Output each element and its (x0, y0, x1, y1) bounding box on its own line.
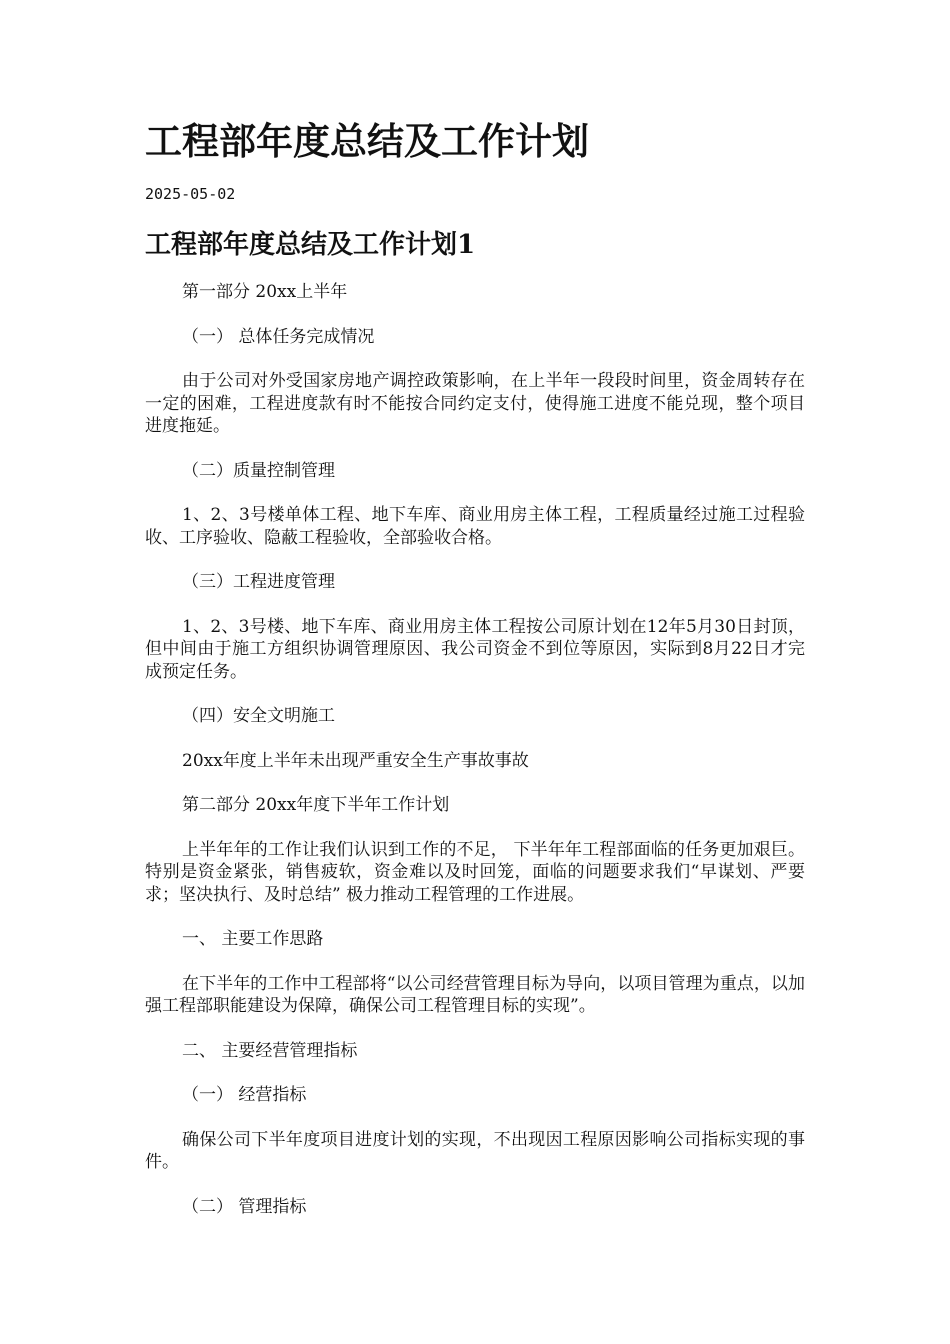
paragraph-part-two-heading: 第二部分 20xx年度下半年工作计划 (182, 795, 450, 815)
paragraph-progress: 1、2、3号楼、地下车库、商业用房主体工程按公司原计划在12年5月30日封顶，但中间由于施工方组织协调管理原因、我公司资金不到位等原因，实际到8月22日才完成预定任务。 (145, 616, 805, 682)
paragraph-indicators-heading: 二、 主要经营管理指标 (182, 1040, 358, 1061)
paragraph-business-indicators: 确保公司下半年度项目进度计划的实现，不出现因工程原因影响公司指标实现的事件。 (145, 1129, 805, 1172)
paragraph-quality: 1、2、3号楼单体工程、地下车库、商业用房主体工程，工程质量经过施工过程验收、工序验收、隐蔽工程验收，全部验收合格。 (145, 505, 805, 548)
paragraph-progress-heading: （三）工程进度管理 (182, 572, 335, 592)
paragraph-management-indicators-heading: （二） 管理指标 (182, 1196, 307, 1217)
paragraph-safety: 20xx年度上半年未出现严重安全生产事故事故 (182, 750, 529, 771)
paragraph-safety-heading: （四）安全文明施工 (182, 706, 335, 726)
paragraph-main-ideas: 在下半年的工作中工程部将“以公司经营管理目标为导向，以项目管理为重点，以加强工程部职能建设为保障，确保公司工程管理目标的实现”。 (145, 973, 805, 1016)
paragraph-part-one-heading: 第一部分 20xx上半年 (182, 282, 348, 302)
paragraph-main-ideas-heading: 一、 主要工作思路 (182, 929, 324, 949)
section-title: 工程部年度总结及工作计划1 (145, 230, 476, 260)
paragraph-quality-heading: （二）质量控制管理 (182, 460, 335, 481)
paragraph-task-completion: 由于公司对外受国家房地产调控政策影响，在上半年一段段时间里，资金周转存在一定的困难，工程进度款有时不能按合同约定支付，使得施工进度不能兑现，整个项目进度拖延。 (145, 371, 805, 436)
document-title: 工程部年度总结及工作计划 (145, 119, 589, 163)
paragraph-part-two-intro: 上半年年的工作让我们认识到工作的不足， 下半年年工程部面临的任务更加艰巨。特别是资金紧张，销售疲软，资金难以及时回笼，面临的问题要求我们“早谋划、严要求；坚决执行、及时总结” 极力推动工程管理的工作进展。 (145, 839, 805, 905)
paragraph-task-completion-heading: （一） 总体任务完成情况 (182, 326, 375, 347)
paragraph-business-indicators-heading: （一） 经营指标 (182, 1085, 307, 1105)
document-date: 2025-05-02 (145, 185, 236, 203)
document-body (145, 281, 805, 1240)
